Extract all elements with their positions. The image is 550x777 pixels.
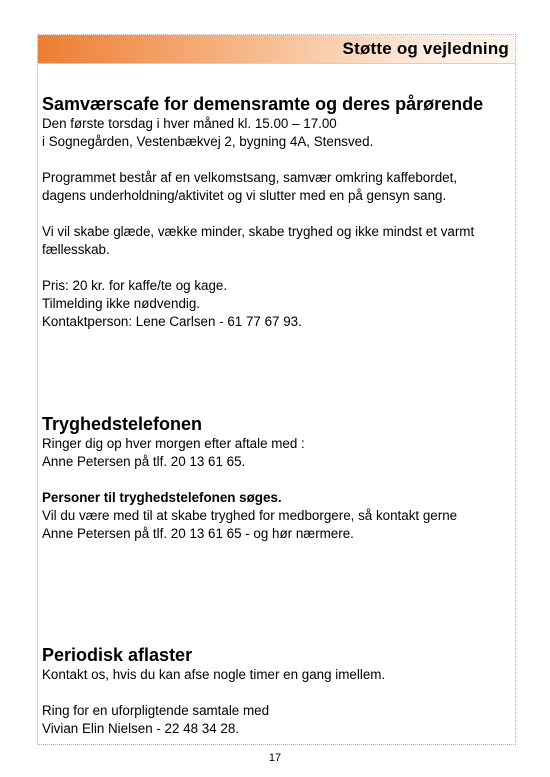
section-tryghedstelefonen — [42, 413, 512, 543]
text-line: Pris: 20 kr. for kaffe/te og kage. — [42, 278, 228, 293]
section-subheading: Personer til tryghedstelefonen søges. — [42, 490, 282, 505]
section-heading: Tryghedstelefonen — [42, 414, 203, 434]
text-line: Anne Petersen på tlf. 20 13 61 65. — [42, 454, 246, 469]
text-line: Tilmelding ikke nødvendig. — [42, 296, 201, 311]
text-line: Ring for en uforpligtende samtale med — [42, 703, 270, 718]
text-line: Vi vil skabe glæde, vække minder, skabe tryghed og ikke mindst et varmt — [42, 224, 475, 239]
text-line: i Sognegården, Vestenbækvej 2, bygning 4A, Stensved. — [42, 134, 374, 149]
header-title: Støtte og vejledning — [342, 39, 509, 58]
text-line: Vil du være med til at skabe tryghed for medborgere, så kontakt gerne — [42, 508, 458, 523]
text-line: Kontakt os, hvis du kan afse nogle timer en gang imellem. — [42, 667, 386, 682]
text-line: Programmet består af en velkomstsang, samvær omkring kaffebordet, — [42, 170, 458, 185]
text-line: Anne Petersen på tlf. 20 13 61 65 - og hør nærmere. — [42, 526, 354, 541]
text-line: dagens underholdning/aktivitet og vi slutter med en på gensyn sang. — [42, 188, 447, 203]
text-line: Kontaktperson: Lene Carlsen - 61 77 67 93. — [42, 314, 302, 329]
section-header-bar — [38, 35, 515, 64]
section-heading: Samværscafe for demensramte og deres pårørende — [42, 94, 484, 114]
section-periodisk-aflaster — [42, 644, 512, 738]
text-line: Den første torsdag i hver måned kl. 15.00 – 17.00 — [42, 116, 337, 131]
section-samvaerscafe — [42, 93, 512, 331]
page-number: 17 — [268, 752, 282, 764]
text-line: Vivian Elin Nielsen - 22 48 34 28. — [42, 721, 240, 736]
section-heading: Periodisk aflaster — [42, 645, 193, 665]
text-line: fællesskab. — [42, 242, 110, 257]
text-line: Ringer dig op hver morgen efter aftale med : — [42, 436, 305, 451]
